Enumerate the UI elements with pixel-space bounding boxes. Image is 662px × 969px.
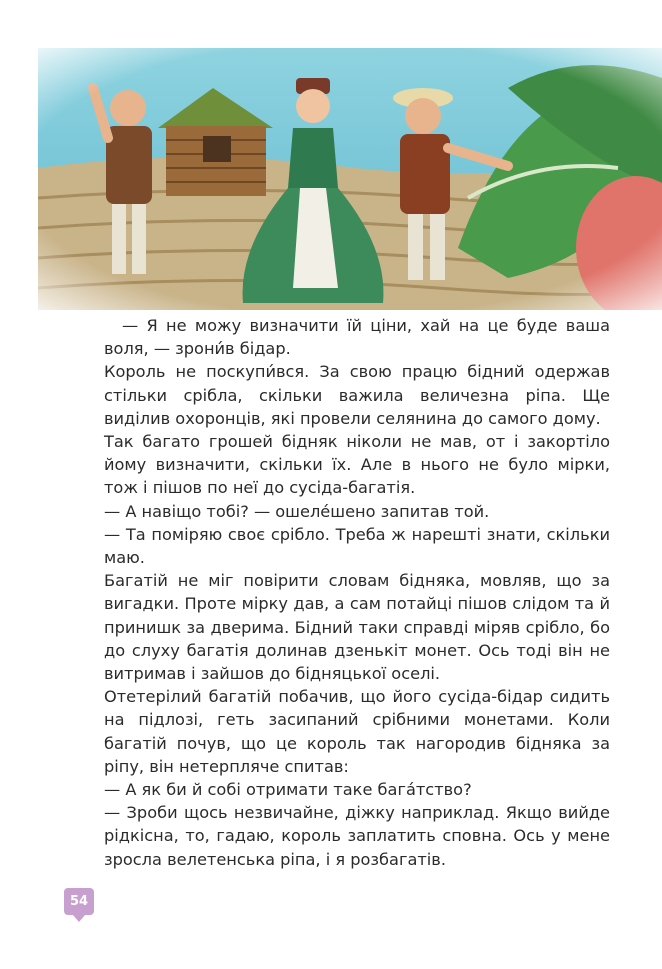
paragraph: Багатій не міг повірити словам бідняка, мовляв, що за вигадки. Проте мірку дав, а сам потайці пішов слідом та й принишк за дверима. Бідний таки справді міряв срібло, бо до слуху багатія долинав дзенькіт монет. Ось тоді він не витримав і зайшов до бідняцької оселі. bbox=[104, 571, 610, 684]
paragraph: — А як би й собі отримати таке бага́тство? bbox=[104, 780, 472, 800]
vignette-overlay bbox=[38, 48, 662, 310]
paragraph: Король не поскупи́вся. За свою працю бідний одержав стільки срібла, скільки важила величезна ріпа. Ще виділив охоронців, які провели селянина до самого дому. bbox=[104, 362, 610, 428]
paragraph: Так багато грошей бідняк ніколи не мав, от і закортіло йому визначити, скільки їх. Але в нього не було мірки, тож і пішов по неї до сусіда-багатія. bbox=[104, 432, 610, 498]
paragraph: — Я не можу визначити їй ціни, хай на це буде ваша воля, — зрони́в бідар. bbox=[104, 316, 610, 359]
story-text bbox=[104, 314, 610, 871]
paragraph: — А навіщо тобі? — ошеле́шено запитав той. bbox=[104, 501, 490, 521]
page-number-badge bbox=[64, 888, 94, 915]
story-illustration bbox=[38, 48, 662, 310]
page-number: 54 bbox=[69, 894, 89, 909]
paragraph: — Зроби щось незвичайне, діжку наприклад. Якщо вийде рідкісна, то, гадаю, король заплатить сповна. Ось у мене зросла велетенська ріпа, і я розбагатів. bbox=[104, 803, 610, 869]
paragraph: — Та поміряю своє срібло. Треба ж нарешті знати, скільки маю. bbox=[104, 524, 610, 568]
paragraph: Отетерілий багатій побачив, що його сусіда-бідар сидить на підлозі, геть засипаний срібними монетами. Коли багатій почув, що це король так нагородив бідняка за ріпу, він нетерпляче спитав: bbox=[104, 687, 610, 776]
